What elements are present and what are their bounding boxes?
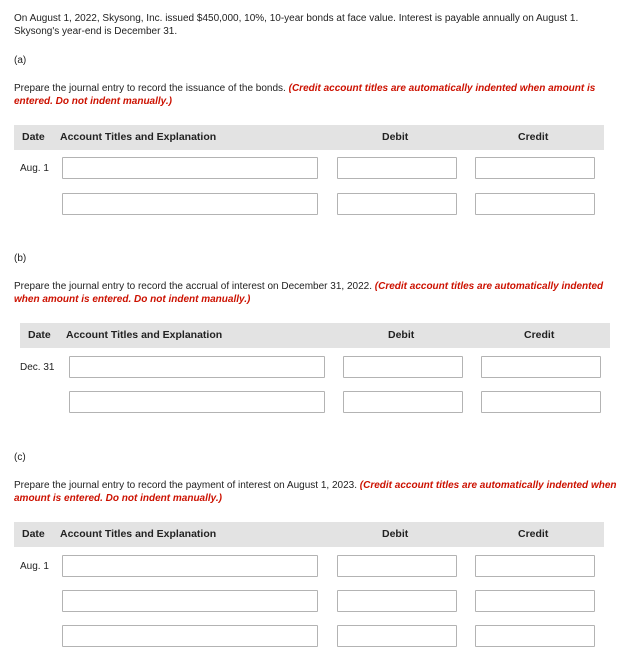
- account-header: Account Titles and Explanation: [60, 131, 217, 143]
- account-header: Account Titles and Explanation: [66, 329, 223, 341]
- part-b-instruction: [14, 280, 626, 306]
- part-a-row1-account-input[interactable]: [62, 157, 318, 179]
- part-c-row2-account-input[interactable]: [62, 590, 318, 612]
- part-a-table-header: [14, 125, 604, 150]
- problem-intro: On August 1, 2022, Skysong, Inc. issued $450,000, 10%, 10-year bonds at face value. Interest is payable annually on August 1. Skysong's year-end is December 31.: [14, 13, 579, 37]
- part-a-row2-account-input[interactable]: [62, 193, 318, 215]
- part-c-row1-credit-input[interactable]: [475, 555, 595, 577]
- part-b-date: Dec. 31: [20, 362, 55, 373]
- part-c-note: (Credit account titles are automatically indented when amount is entered. Do not indent manually.): [14, 480, 617, 504]
- part-c-row3-account-input[interactable]: [62, 625, 318, 647]
- part-b-label: (b): [14, 253, 27, 264]
- part-a-row1-credit-input[interactable]: [475, 157, 595, 179]
- part-a-instruction-text: Prepare the journal entry to record the issuance of the bonds.: [14, 83, 286, 94]
- date-header: Date: [28, 329, 51, 341]
- part-a-date: Aug. 1: [20, 163, 49, 174]
- credit-header: Credit: [518, 131, 549, 143]
- part-b-row2-account-input[interactable]: [69, 391, 325, 413]
- part-c-row1-debit-input[interactable]: [337, 555, 457, 577]
- part-b-row1-account-input[interactable]: [69, 356, 325, 378]
- part-c-table-header: [14, 522, 604, 547]
- part-b-row1-debit-input[interactable]: [343, 356, 463, 378]
- part-b-row2-credit-input[interactable]: [481, 391, 601, 413]
- part-a-row2-credit-input[interactable]: [475, 193, 595, 215]
- part-c-row1-account-input[interactable]: [62, 555, 318, 577]
- part-b-instruction-text: Prepare the journal entry to record the accrual of interest on December 31, 2022.: [14, 281, 372, 292]
- part-c-date: Aug. 1: [20, 561, 49, 572]
- part-c-row3-credit-input[interactable]: [475, 625, 595, 647]
- part-c-instruction-text: Prepare the journal entry to record the payment of interest on August 1, 2023.: [14, 480, 357, 491]
- account-header: Account Titles and Explanation: [60, 528, 217, 540]
- credit-header: Credit: [524, 329, 555, 341]
- date-header: Date: [22, 131, 45, 143]
- part-b-note: (Credit account titles are automatically indented when amount is entered. Do not indent manually.): [14, 281, 604, 305]
- debit-header: Debit: [382, 528, 409, 540]
- part-c-row2-credit-input[interactable]: [475, 590, 595, 612]
- part-c-row2-debit-input[interactable]: [337, 590, 457, 612]
- debit-header: Debit: [382, 131, 409, 143]
- part-c-row3-debit-input[interactable]: [337, 625, 457, 647]
- credit-header: Credit: [518, 528, 549, 540]
- date-header: Date: [22, 528, 45, 540]
- part-b-row2-debit-input[interactable]: [343, 391, 463, 413]
- part-a-row2-debit-input[interactable]: [337, 193, 457, 215]
- part-a-label: (a): [14, 55, 27, 66]
- part-a-instruction: [14, 82, 626, 108]
- part-c-instruction: [14, 479, 626, 505]
- part-b-table-header: [20, 323, 610, 348]
- part-a-note: (Credit account titles are automatically indented when amount is entered. Do not indent manually.): [14, 83, 596, 107]
- debit-header: Debit: [388, 329, 415, 341]
- part-a-row1-debit-input[interactable]: [337, 157, 457, 179]
- part-c-label: (c): [14, 452, 26, 463]
- part-b-row1-credit-input[interactable]: [481, 356, 601, 378]
